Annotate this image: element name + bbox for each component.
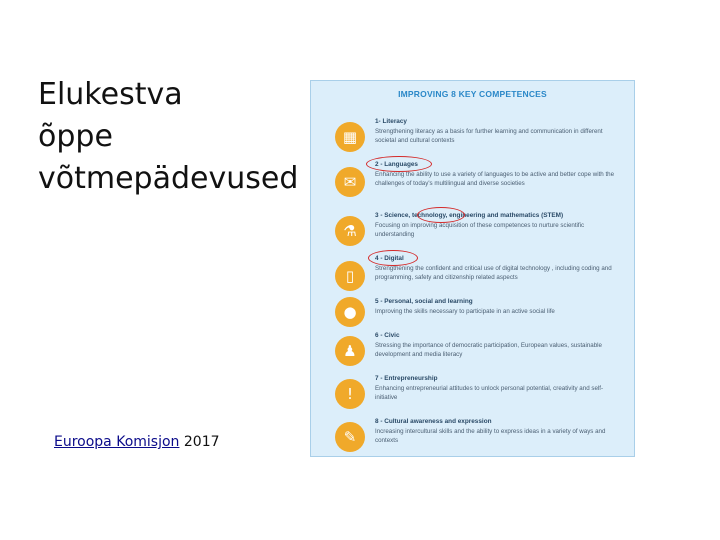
competence-description: Improving the skills necessary to participate in an active social life: [375, 308, 555, 315]
chat-bubbles-icon: ●: [335, 297, 365, 327]
competence-heading: 2 - Languages: [375, 161, 418, 168]
title-line-3: võtmepädevused: [38, 161, 299, 196]
competence-heading: 3 - Science, technology, engineering and mathematics (STEM): [375, 212, 564, 219]
highlight-circle-technology: [417, 207, 465, 223]
slide-title: [38, 74, 308, 200]
palette-icon: ✎: [335, 422, 365, 452]
competence-heading: 8 - Cultural awareness and expression: [375, 418, 492, 425]
competence-description: Strengthening the confident and critical use of digital technology , including coding and programming, safety and citizenship related aspects: [375, 265, 612, 281]
source-citation: [54, 434, 220, 450]
panel-title: IMPROVING 8 KEY COMPETENCES: [398, 89, 547, 99]
speech-bubble-icon: ✉: [335, 167, 365, 197]
competence-description: Stressing the importance of democratic participation, European values, sustainable development and media literacy: [375, 342, 603, 358]
book-icon: ▦: [335, 122, 365, 152]
competence-description: Increasing intercultural skills and the ability to express ideas in a variety of ways and contexts: [375, 428, 606, 444]
competence-heading: 6 - Civic: [375, 332, 400, 339]
source-link[interactable]: Euroopa Komisjon: [54, 434, 180, 450]
microscope-icon: ⚗: [335, 216, 365, 246]
competence-description: Enhancing the ability to use a variety of languages to be active and better cope with the challenges of today's multilingual and diverse societies: [375, 171, 615, 187]
competence-heading: 1- Literacy: [375, 118, 407, 125]
people-group-icon: ♟: [335, 336, 365, 366]
competence-description: Strengthening literacy as a basis for further learning and communication in different societal and cultural contexts: [375, 128, 603, 144]
highlight-circle-digital: [368, 250, 418, 266]
source-year: 2017: [183, 434, 220, 450]
competences-panel: [310, 80, 635, 457]
lightbulb-icon: !: [335, 379, 365, 409]
competence-description: Enhancing entrepreneurial attitudes to unlock personal potential, creativity and self-initiative: [375, 385, 604, 401]
highlight-circle-languages: [366, 156, 432, 172]
tablet-hand-icon: ▯: [335, 261, 365, 291]
title-line-2: õppe: [38, 119, 113, 154]
competence-heading: 4 - Digital: [375, 255, 404, 262]
competence-heading: 7 - Entrepreneurship: [375, 375, 438, 382]
title-line-1: Elukestva: [38, 77, 183, 112]
competence-description: Focusing on improving acquisition of these competences to nurture scientific understanding: [375, 222, 585, 238]
competence-heading: 5 - Personal, social and learning: [375, 298, 473, 305]
